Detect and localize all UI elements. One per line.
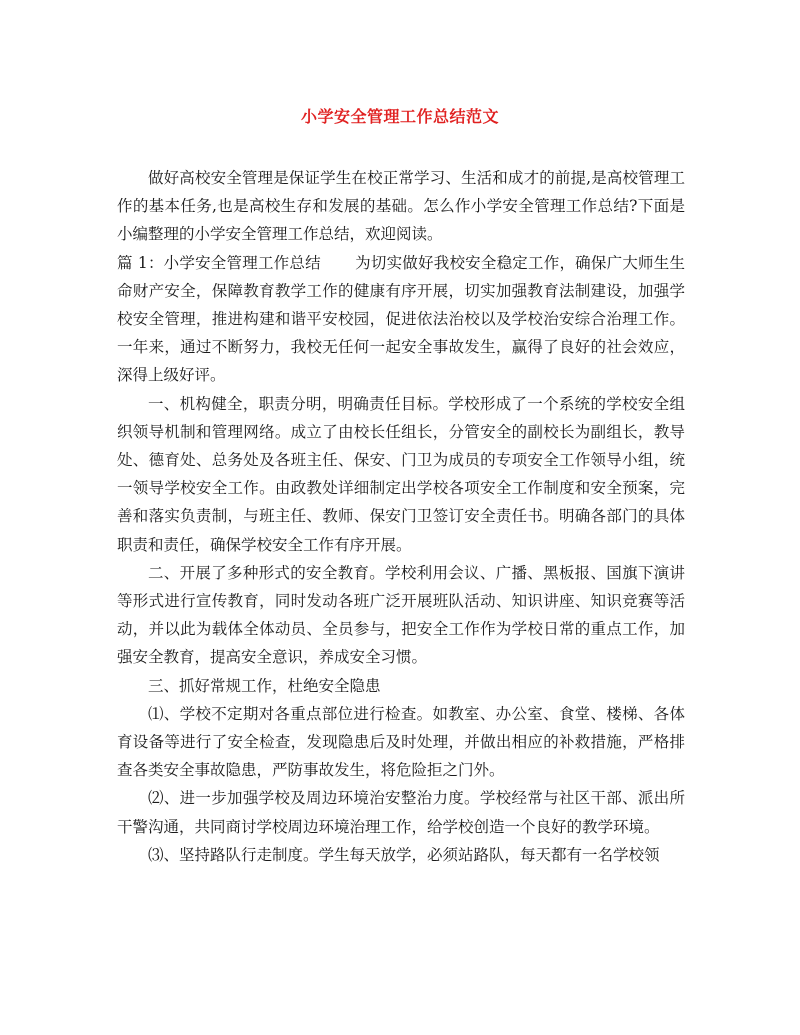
item-2-paragraph: ⑵、进一步加强学校及周边环境治安整治力度。学校经常与社区干部、派出所干警沟通，共同商讨学校周边环境治理工作，给学校创造一个良好的教学环境。 (117, 789, 685, 836)
article-paragraph (117, 249, 685, 390)
document-title: 小学安全管理工作总结范文 (300, 107, 499, 126)
section-2-paragraph: 二、开展了多种形式的安全教育。学校利用会议、广播、黑板报、国旗下演讲等形式进行宣传教育，同时发动各班广泛开展班队活动、知识讲座、知识竞赛等活动，并以此为载体全体动员、全员参与，把安全工作作为学校日常的重点工作，加强安全教育，提高安全意识，养成安全习惯。 (117, 563, 685, 667)
item-3-paragraph: ⑶、坚持路队行走制度。学生每天放学，必须站路队，每天都有一名学校领 (148, 845, 660, 864)
section-3-heading: 三、抓好常规工作，杜绝安全隐患 (148, 676, 381, 695)
document-body (117, 164, 685, 869)
article-heading: 篇 1：小学安全管理工作总结 (117, 253, 321, 272)
article-lead: 为切实做好我校安全稳定工作，确保广大师生生命财产安全，保障教育教学工作的健康有序开展，切实加强教育法制建设，加强学校安全管理，推进构建和谐平安校园，促进依法治校以及学校治安综合治理工作。一年来，通过不断努力，我校无任何一起安全事故发生，赢得了良好的社会效应，深得上级好评。 (117, 253, 685, 385)
section-1-paragraph: 一、机构健全，职责分明，明确责任目标。学校形成了一个系统的学校安全组织领导机制和管理网络。成立了由校长任组长，分管安全的副校长为副组长，教导处、德育处、总务处及各班主任、保安、门卫为成员的专项安全工作领导小组，统一领导学校安全工作。由政教处详细制定出学校各项安全工作制度和安全预案，完善和落实负责制，与班主任、教师、保安门卫签订安全责任书。明确各部门的具体职责和责任，确保学校安全工作有序开展。 (117, 394, 685, 554)
intro-paragraph: 做好高校安全管理是保证学生在校正常学习、生活和成才的前提,是高校管理工作的基本任务,也是高校生存和发展的基础。怎么作小学安全管理工作总结?下面是小编整理的小学安全管理工作总结，欢迎阅读。 (117, 169, 685, 244)
item-1-paragraph: ⑴、学校不定期对各重点部位进行检查。如教室、办公室、食堂、楼梯、各体育设备等进行了安全检查，发现隐患后及时处理，并做出相应的补救措施，严格排查各类安全事故隐患，严防事故发生，将危险拒之门外。 (117, 704, 685, 780)
